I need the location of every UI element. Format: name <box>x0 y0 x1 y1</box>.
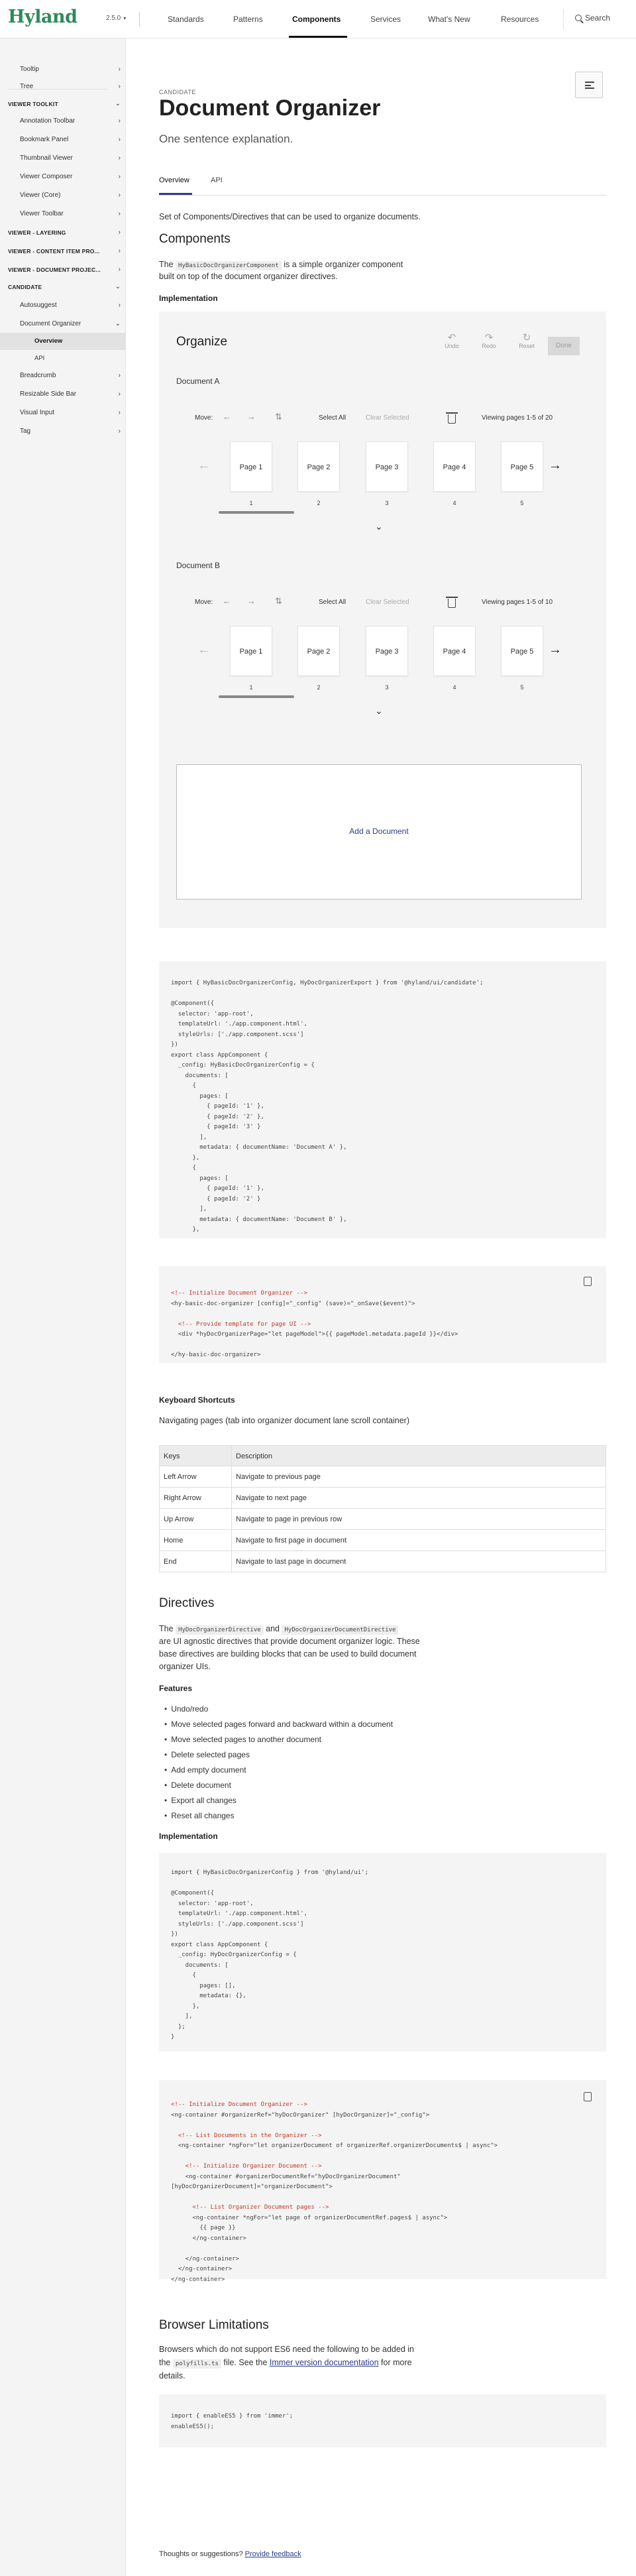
code-block <box>159 1266 606 1363</box>
chevron-right-icon: › <box>118 247 121 255</box>
components-description <box>159 259 403 272</box>
code-line: <!-- Initialize Organizer Document --> <box>171 2163 322 2170</box>
code-line: <!-- Initialize Document Organizer --> <box>171 1290 307 1297</box>
undo-label: Undo <box>445 343 459 349</box>
page-number: 2 <box>317 684 321 691</box>
reset-button[interactable] <box>515 331 539 349</box>
version-label: 2.5.0 <box>106 15 121 22</box>
chevron-right-icon: › <box>118 136 121 143</box>
table-cell: Navigate to last page in document <box>231 1551 346 1572</box>
organizer-title: Organize <box>176 335 228 349</box>
page-number: 1 <box>249 684 253 691</box>
code-line: styleUrls: ['./app.component.scss'] <box>171 1920 304 1928</box>
table-row <box>159 1466 606 1488</box>
chevron-right-icon: › <box>118 409 121 416</box>
code-line: selector: 'app-root', <box>171 1010 254 1018</box>
code-line: <ng-container *ngFor="let organizerDocument of organizerRef.organizerDocuments$ | async"> <box>171 2142 498 2149</box>
text: Thoughts or suggestions? <box>159 2550 243 2558</box>
code-line: documents: [ <box>171 1072 229 1079</box>
column-header: Description <box>231 1446 272 1466</box>
browser-limitations-heading: Browser Limitations <box>159 2318 269 2332</box>
code-line: <div *hyDocOrganizerPage="let pageModel">{{ pageModel.metadata.pageId }}</div> <box>171 1331 458 1338</box>
table-cell: Up Arrow <box>164 1515 194 1523</box>
code-line: }, <box>171 1154 200 1161</box>
sidebar-group-viewer-content-item[interactable] <box>0 243 126 260</box>
code-line: { pageId: '1' }, <box>171 1103 264 1110</box>
code-line: metadata: {}, <box>171 1993 246 1999</box>
code-line: { <box>171 1972 196 1979</box>
code-line: import { HyBasicDocOrganizerConfig } from '@hyland/ui'; <box>171 1869 369 1876</box>
undo-icon: ↶ <box>447 332 456 343</box>
sidebar-item-label: Autosuggest <box>20 302 57 309</box>
lane-scrollbar[interactable] <box>219 511 294 514</box>
table-cell: Navigate to page in previous row <box>231 1509 342 1529</box>
chevron-down-icon: ⌄ <box>115 283 121 290</box>
inline-code: HyDocOrganizerDocumentDirective <box>282 1625 398 1635</box>
code-line: ], <box>171 1206 207 1212</box>
browser-text-3: details. <box>159 2371 186 2380</box>
chevron-right-icon: › <box>118 210 121 217</box>
page-thumbnail[interactable]: Page 1 <box>230 441 272 492</box>
table-row <box>159 1530 606 1551</box>
tab-overview[interactable]: Overview <box>159 176 189 184</box>
code-line: selector: 'app-root', <box>171 1900 254 1907</box>
sidebar-group-candidate[interactable] <box>0 278 126 296</box>
page-title: Document Organizer <box>159 95 381 121</box>
move-label: Move: <box>195 599 213 606</box>
code-line: enableES5(); <box>171 2423 215 2430</box>
tab-api[interactable]: API <box>211 176 223 184</box>
sidebar <box>0 38 126 2576</box>
list-item: • Undo/redo <box>164 1704 208 1714</box>
code-line: import { enableES5 } from 'immer'; <box>171 2413 293 2420</box>
sidebar-item-label: Tag <box>20 428 31 435</box>
list-item: • Move selected pages forward and backward within a document <box>164 1720 393 1729</box>
select-all-button[interactable]: Select All <box>319 599 346 606</box>
search-button[interactable] <box>575 13 610 23</box>
sidebar-group-label: VIEWER - LAYERING <box>8 229 66 236</box>
search-icon <box>575 15 582 21</box>
text: for more <box>381 2358 412 2367</box>
sidebar-item-label: Bookmark Panel <box>20 136 69 143</box>
code-line: @Component({ <box>171 1890 215 1897</box>
sidebar-item-viewer-composer[interactable] <box>0 168 126 186</box>
chevron-right-icon: › <box>118 192 121 199</box>
sidebar-item-label: Tooltip <box>20 66 39 73</box>
viewing-pages-text: Viewing pages 1-5 of 10 <box>482 599 553 606</box>
code-line: templateUrl: './app.component.html', <box>171 1910 307 1917</box>
status-eyebrow: CANDIDATE <box>159 89 196 95</box>
browser-text-1: Browsers which do not support ES6 need the following to be added in <box>159 2345 414 2354</box>
sidebar-item-label: Document Organizer <box>20 320 81 327</box>
features-heading: Features <box>159 1684 193 1693</box>
nav-patterns[interactable]: Patterns <box>233 15 263 24</box>
document-name: Document B <box>176 561 221 570</box>
code-line: templateUrl: './app.component.html', <box>171 1021 307 1027</box>
column-header: Keys <box>164 1452 180 1460</box>
list-item: • Reset all changes <box>164 1811 235 1820</box>
text: and <box>266 1624 280 1633</box>
code-line: }, <box>171 1226 200 1233</box>
code-line: <ng-container #organizerDocumentRef="hyDocOrganizerDocument" <box>171 2173 401 2180</box>
sidebar-item-thumbnail-viewer[interactable] <box>0 150 126 167</box>
active-nav-indicator <box>289 36 347 38</box>
page-number: 5 <box>520 500 524 506</box>
sidebar-item-label: Annotation Toolbar <box>20 117 76 125</box>
sidebar-item-label: Viewer (Core) <box>20 192 61 199</box>
chevron-down-icon[interactable]: ⌄ <box>375 705 383 716</box>
chevron-right-icon: › <box>118 229 121 236</box>
page-number: 2 <box>317 500 321 506</box>
viewing-pages-text: Viewing pages 1-5 of 20 <box>482 414 553 422</box>
chevron-down-icon: ⌄ <box>115 320 121 327</box>
list-item: • Add empty document <box>164 1765 246 1775</box>
inline-code: polyfills.ts <box>173 2359 221 2369</box>
page-thumbnail[interactable]: Page 5 <box>501 441 543 492</box>
top-navigation-bar <box>0 0 636 38</box>
code-line: [hyDocOrganizerDocument]="organizerDocument"> <box>171 2184 333 2190</box>
text: is a simple organizer component <box>284 260 403 269</box>
move-to-document-icon[interactable]: ⇅ <box>275 412 282 422</box>
inline-code: HyBasicDocOrganizerComponent <box>176 261 282 270</box>
sidebar-item-label: Resizable Side Bar <box>20 390 77 398</box>
keyboard-shortcuts-heading: Keyboard Shortcuts <box>159 1395 235 1405</box>
chevron-right-icon: › <box>118 302 121 309</box>
list-item: • Move selected pages to another document <box>164 1735 321 1744</box>
sidebar-group-viewer-document[interactable] <box>0 261 126 278</box>
code-line: ], <box>171 2013 193 2020</box>
sidebar-item-tooltip[interactable] <box>0 61 126 78</box>
sidebar-group-viewer-layering[interactable] <box>0 224 126 241</box>
chevron-right-icon: › <box>118 173 121 180</box>
code-line: pages: [ <box>171 1175 229 1182</box>
sidebar-item-label: Overview <box>34 337 63 345</box>
text: The <box>159 1624 174 1633</box>
delete-icon[interactable] <box>448 414 456 424</box>
directives-description <box>159 1623 398 1636</box>
search-label: Search <box>585 13 611 23</box>
sidebar-item-api[interactable] <box>0 350 126 367</box>
move-back-icon[interactable]: ← <box>223 412 231 422</box>
page-number: 4 <box>452 684 456 691</box>
reset-label: Reset <box>519 343 535 349</box>
sidebar-group-label: CANDIDATE <box>8 284 42 290</box>
immer-docs-link[interactable]: Immer version documentation <box>269 2358 379 2367</box>
chevron-right-icon: › <box>118 117 121 125</box>
page-number: 4 <box>452 500 456 506</box>
code-line: } <box>171 2034 175 2040</box>
code-line: }, <box>171 2003 200 2010</box>
directives-description-2: are UI agnostic directives that provide document organizer logic. These <box>159 1637 420 1646</box>
list-item: • Delete document <box>164 1781 231 1790</box>
page-thumbnail[interactable]: Page 1 <box>230 626 272 676</box>
nav-whats-new[interactable]: What's New <box>428 15 470 24</box>
code-line: pages: [ <box>171 1092 229 1100</box>
code-line: </ng-container> <box>171 2235 246 2242</box>
page-thumbnail[interactable]: Page 2 <box>297 441 340 492</box>
code-line: { <box>171 1083 196 1089</box>
code-line: }) <box>171 1041 178 1048</box>
code-line: ], <box>171 1134 207 1141</box>
table-cell: End <box>164 1558 177 1566</box>
browser-text-2 <box>159 2357 412 2370</box>
page-thumbnail[interactable]: Page 3 <box>366 626 408 676</box>
chevron-right-icon: › <box>118 372 121 379</box>
sidebar-item-document-organizer[interactable] <box>0 316 126 333</box>
table-cell: Navigate to previous page <box>231 1466 321 1487</box>
sidebar-item-label: Viewer Composer <box>20 173 73 180</box>
document-name: Document A <box>176 377 220 386</box>
table-cell: Left Arrow <box>164 1473 197 1481</box>
code-line: }) <box>171 1931 178 1938</box>
sidebar-item-annotation-toolbar[interactable] <box>0 113 126 130</box>
move-to-document-icon[interactable]: ⇅ <box>275 596 282 606</box>
sidebar-item-label: Visual Input <box>20 409 55 416</box>
code-line: <!-- List Documents in the Organizer --> <box>171 2132 322 2139</box>
sidebar-group-viewer-toolkit[interactable] <box>0 95 126 113</box>
chevron-down-icon: ⌄ <box>115 100 121 107</box>
code-line: {{ page }} <box>171 2225 236 2231</box>
code-line: pages: [], <box>171 1982 236 1989</box>
move-back-icon[interactable]: ← <box>223 596 231 606</box>
delete-icon[interactable] <box>448 599 456 608</box>
table-cell: Home <box>164 1537 184 1545</box>
move-forward-icon[interactable]: → <box>247 596 256 606</box>
provide-feedback-link[interactable]: Provide feedback <box>244 2550 301 2558</box>
sidebar-group-label: VIEWER TOOLKIT <box>8 101 58 107</box>
table-row <box>159 1509 606 1530</box>
components-description-2: built on top of the document organizer directives. <box>159 272 338 281</box>
sidebar-item-bookmark-panel[interactable] <box>0 131 126 148</box>
code-line: </ng-container> <box>171 2255 239 2262</box>
code-line: <hy-basic-doc-organizer [config]="_config" (save)="_onSave($event)"> <box>171 1300 415 1307</box>
text: The <box>159 260 174 269</box>
code-line: export class AppComponent { <box>171 1941 268 1948</box>
text: the <box>159 2358 171 2367</box>
done-button[interactable]: Done <box>548 337 580 355</box>
implementation-heading: Implementation <box>159 294 218 303</box>
code-line: <!-- Provide template for page UI --> <box>171 1320 311 1328</box>
chevron-right-icon: › <box>118 428 121 435</box>
table-cell: Right Arrow <box>164 1494 201 1502</box>
feedback-text <box>159 2548 301 2560</box>
lane-scrollbar[interactable] <box>219 695 294 698</box>
page-number: 3 <box>385 684 389 691</box>
code-line: styleUrls: ['./app.component.scss'] <box>171 1031 304 1038</box>
hyland-logo[interactable]: Hyland <box>8 7 78 27</box>
page-number: 3 <box>385 500 389 506</box>
components-heading: Components <box>159 232 231 246</box>
version-select[interactable] <box>106 15 126 22</box>
add-document-link[interactable]: Add a Document <box>349 827 409 836</box>
code-line: import { HyBasicDocOrganizerConfig, HyDocOrganizerExport } from '@hyland/ui/candidate'; <box>171 980 484 986</box>
page-thumbnail[interactable]: Page 3 <box>366 441 408 492</box>
sidebar-item-tag[interactable] <box>0 423 126 440</box>
prev-pages-icon[interactable]: ← <box>197 458 211 473</box>
sidebar-item-visual-input[interactable] <box>0 404 126 422</box>
code-line: }; <box>171 2023 186 2030</box>
chevron-down-icon: ▾ <box>123 15 127 21</box>
keyboard-shortcuts-text: Navigating pages (tab into organizer document lane scroll container) <box>159 1416 409 1425</box>
code-line: { pageId: '2' }, <box>171 1113 264 1120</box>
divider <box>139 12 140 27</box>
sidebar-item-resizable-side-bar[interactable] <box>0 386 126 403</box>
code-line: <!-- Initialize Document Organizer --> <box>171 2101 307 2108</box>
next-pages-icon[interactable]: → <box>549 642 562 657</box>
list-item: • Export all changes <box>164 1796 237 1805</box>
chevron-down-icon[interactable]: ⌄ <box>375 521 383 532</box>
list-icon <box>585 82 594 89</box>
divider <box>159 195 606 196</box>
code-line: { <box>171 1165 196 1171</box>
sidebar-item-label: Viewer Toolbar <box>20 210 64 217</box>
page-number: 1 <box>249 500 253 506</box>
redo-icon: ↷ <box>484 332 494 343</box>
copy-icon[interactable] <box>584 1277 592 1286</box>
page-thumbnail[interactable]: Page 5 <box>501 626 543 676</box>
sidebar-item-label: Thumbnail Viewer <box>20 154 73 162</box>
intro-text: Set of Components/Directives that can be used to organize documents. <box>159 212 421 221</box>
sidebar-item-autosuggest[interactable] <box>0 297 126 314</box>
directives-description-3: base directives are building blocks that can be used to build document <box>159 1649 417 1659</box>
code-line: <ng-container *ngFor="let page of organizerDocumentRef.pages$ | async"> <box>171 2214 448 2221</box>
inline-code: HyDocOrganizerDirective <box>176 1625 264 1635</box>
add-document-dropzone[interactable] <box>176 764 582 900</box>
page-thumbnail[interactable]: Page 4 <box>433 441 476 492</box>
code-line: _config: HyBasicDocOrganizerConfig = { <box>171 1062 315 1069</box>
sidebar-item-viewer-core[interactable] <box>0 187 126 204</box>
text: file. See the <box>223 2358 268 2367</box>
list-item: • Delete selected pages <box>164 1750 250 1759</box>
code-line: metadata: { documentName: 'Document B' }, <box>171 1216 347 1223</box>
table-cell: Navigate to first page in document <box>231 1530 346 1551</box>
table-cell: Navigate to next page <box>231 1488 307 1508</box>
page-thumbnail[interactable]: Page 4 <box>433 626 476 676</box>
code-line: metadata: { documentName: 'Document A' }, <box>171 1144 347 1151</box>
sidebar-item-label: Tree <box>20 83 34 90</box>
chevron-right-icon: › <box>118 154 121 162</box>
nav-components[interactable]: Components <box>292 15 341 24</box>
redo-label: Redo <box>482 343 496 349</box>
code-line: @Component({ <box>171 1000 215 1007</box>
select-all-button[interactable]: Select All <box>319 414 346 422</box>
chevron-right-icon: › <box>118 83 121 90</box>
code-line: </hy-basic-doc-organizer> <box>171 1352 261 1358</box>
code-line: { pageId: '2' } <box>171 1195 261 1202</box>
chevron-right-icon: › <box>118 66 121 73</box>
page-thumbnail[interactable]: Page 2 <box>297 626 340 676</box>
nav-standards[interactable]: Standards <box>168 15 204 24</box>
shortcuts-table <box>159 1445 606 1574</box>
prev-pages-icon[interactable]: ← <box>197 642 211 657</box>
page-subtitle: One sentence explanation. <box>159 133 293 145</box>
directives-description-4: organizer UIs. <box>159 1662 211 1671</box>
page-number: 5 <box>520 684 524 691</box>
next-pages-icon[interactable]: → <box>549 458 562 473</box>
directives-heading: Directives <box>159 1596 215 1610</box>
nav-services[interactable]: Services <box>370 15 401 24</box>
sidebar-group-label: VIEWER - CONTENT ITEM PRO... <box>8 248 100 255</box>
divider <box>563 9 564 29</box>
toc-toggle-button[interactable] <box>575 72 603 98</box>
clear-selected-button[interactable]: Clear Selected <box>366 599 409 606</box>
sidebar-item-overview[interactable] <box>0 333 126 350</box>
reset-icon: ↻ <box>522 332 531 343</box>
sidebar-item-label: Breadcrumb <box>20 372 56 379</box>
code-line: <ng-container #organizerRef="hyDocOrganizer" [hyDocOrganizer]="_config"> <box>171 2111 430 2119</box>
code-line: { pageId: '3' } <box>171 1124 261 1130</box>
redo-button[interactable] <box>477 331 501 349</box>
nav-resources[interactable]: Resources <box>501 15 539 24</box>
table-row <box>159 1551 606 1572</box>
chevron-right-icon: › <box>118 390 121 398</box>
table-header <box>159 1445 606 1466</box>
sidebar-item-tree[interactable] <box>0 78 126 95</box>
code-line: _config: HyDocOrganizerConfig = { <box>171 1952 297 1958</box>
clear-selected-button[interactable]: Clear Selected <box>366 414 409 422</box>
move-forward-icon[interactable]: → <box>247 412 256 422</box>
sidebar-item-label: API <box>34 355 45 362</box>
sidebar-item-breadcrumb[interactable] <box>0 367 126 384</box>
undo-button[interactable] <box>440 331 464 349</box>
code-line: documents: [ <box>171 1961 229 1969</box>
code-line: </ng-container> <box>171 2276 225 2283</box>
sidebar-item-viewer-toolbar[interactable] <box>0 205 126 223</box>
code-line: <!-- List Organizer Document pages --> <box>171 2204 329 2211</box>
implementation-heading: Implementation <box>159 1832 218 1841</box>
code-line: export class AppComponent { <box>171 1051 268 1059</box>
table-row <box>159 1488 606 1509</box>
code-line: </ng-container> <box>171 2266 233 2272</box>
copy-icon[interactable] <box>584 2092 592 2101</box>
code-block <box>159 2394 606 2447</box>
code-line: { pageId: '1' }, <box>171 1185 264 1192</box>
chevron-right-icon: › <box>118 266 121 273</box>
sidebar-group-label: VIEWER - DOCUMENT PROJEC... <box>8 266 101 273</box>
move-label: Move: <box>195 414 213 422</box>
